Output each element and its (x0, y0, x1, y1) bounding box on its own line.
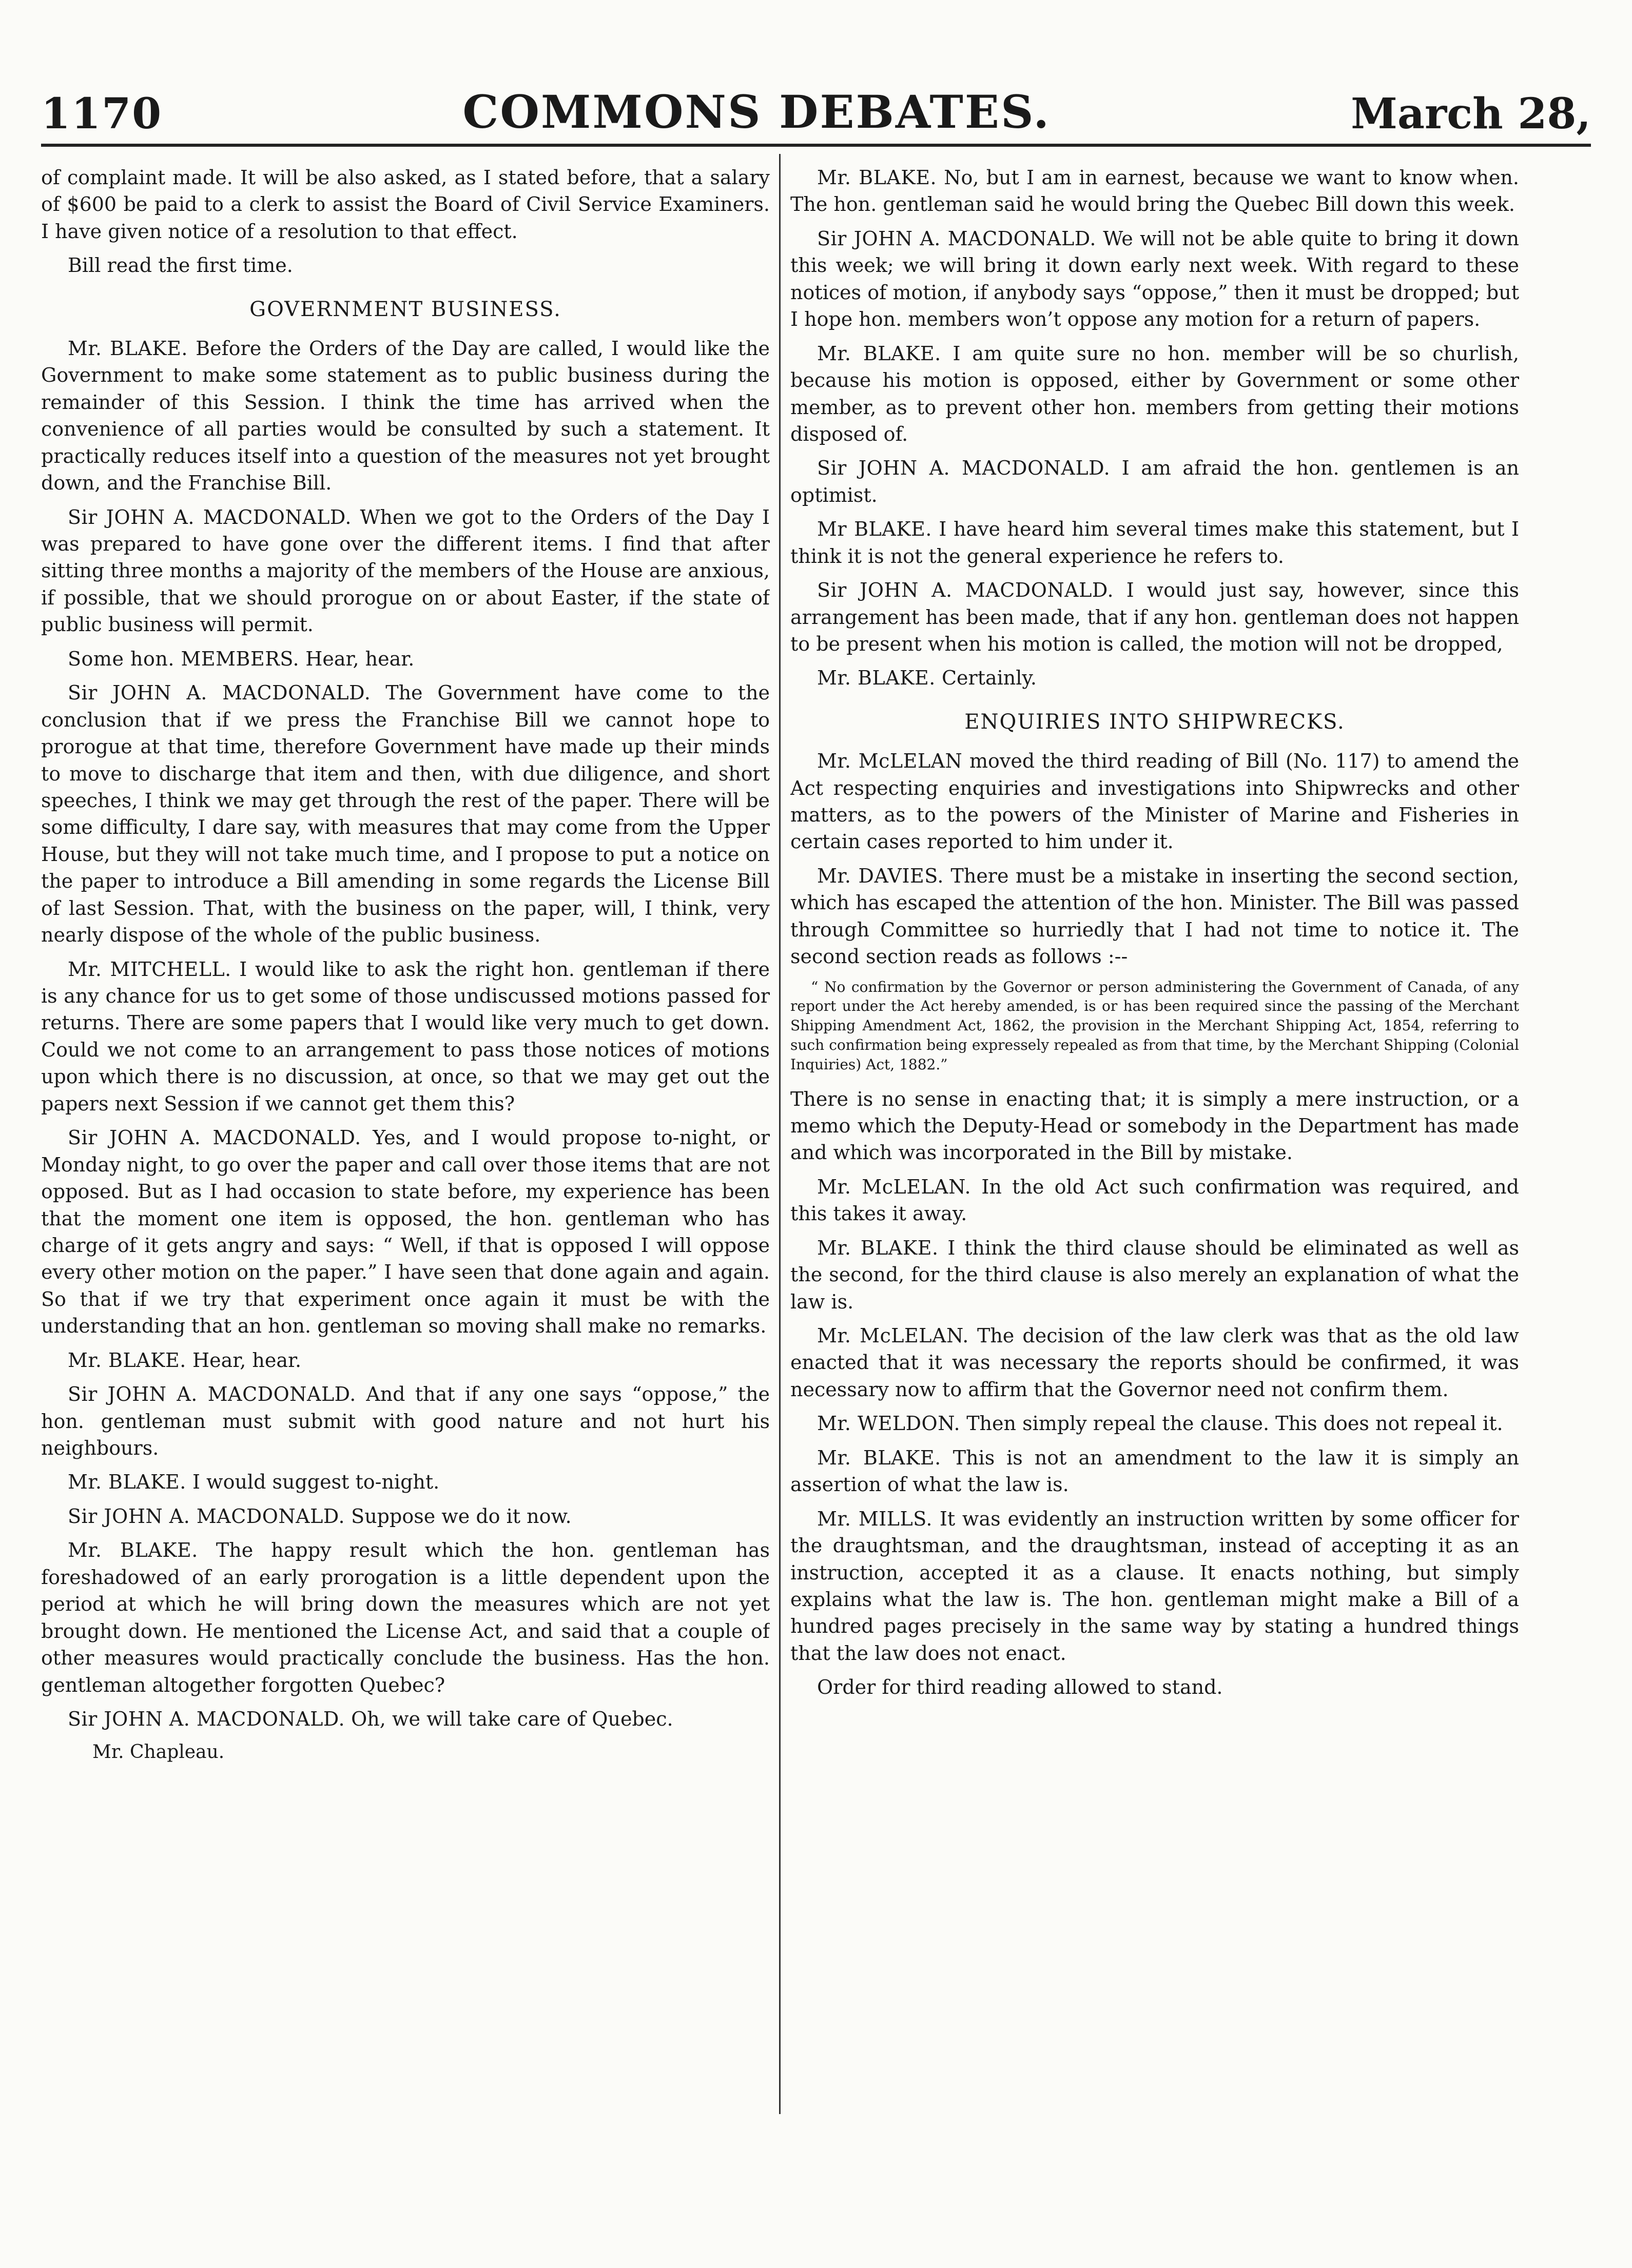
speaker-name: Mr. McLELAN. (817, 1324, 969, 1347)
speech-text: The decision of the law clerk was that as the old law enacted that it was necessary the reports should be confirmed, it was necessary now to affirm that the Governor need not confirm them. (790, 1324, 1519, 1401)
speech-text: Hear, hear. (305, 647, 415, 670)
speech-text: Yes, and I would propose to-night, or Monday night, to go over the paper and call over those items that are not opposed. But as I had occasion to state before, my experience has been that the moment one item is opposed, the hon. gentleman who has charge of it gets angry and says: “ Well, if that is opposed I will oppose every other motion on the paper.” I have seen that done again and again. So that if we try that experiment once again it must be with the understanding that an hon. gentleman so moving shall make no remarks. (41, 1126, 770, 1338)
speaker-name: Mr. BLAKE. (817, 166, 937, 189)
speech-text: The happy result which the hon. gentleman has foreshadowed of an early prorogation is a little dependent upon the period at which he will bring down the measures which are not yet brought down. He mentioned the License Act, and said that a couple of other measures would practically conclude the business. Has the hon. gentleman altogether forgotten Quebec? (41, 1539, 770, 1696)
speech-text: I am afraid the hon. gentlemen is an optimist. (790, 457, 1519, 506)
speaker-name: Mr. BLAKE. (817, 1236, 939, 1259)
speech (790, 664, 1519, 691)
column-divider (779, 154, 781, 2114)
speech (790, 577, 1519, 657)
speaker-name: Mr. MITCHELL. (68, 957, 231, 981)
speech-text: I would like to ask the right hon. gentleman if there is any chance for us to get some of those undiscussed motions passed for returns. There are some papers that I would like very much to get down. Could we not come to an arrangement to pass those notices of motions upon which there is no discussion, at once, so that we may get out the papers next Session if we cannot get them this? (41, 957, 770, 1115)
speech (790, 340, 1519, 448)
speech (790, 455, 1519, 509)
speaker-name: Mr. MILLS. (817, 1507, 932, 1530)
speech-text: I think the third clause should be eliminated as well as the second, for the third clause is also merely an explanation of what the law is. (790, 1236, 1519, 1313)
speaker-name: Sir JOHN A. MACDONALD. (68, 505, 352, 529)
speaker-name: Mr. McLELAN (817, 750, 963, 773)
speaker-name: Sir JOHN A. MACDONALD. (68, 1383, 356, 1406)
section-heading: ENQUIRIES INTO SHIPWRECKS. (964, 710, 1345, 734)
speech (790, 863, 1519, 970)
publication-title: COMMONS DEBATES. (462, 85, 1051, 139)
speech-text: In the old Act such confirmation was required, and this takes it away. (790, 1175, 1519, 1225)
speech (790, 1506, 1519, 1667)
speech-text: Suppose we do it now. (351, 1504, 572, 1528)
speech (790, 516, 1519, 570)
speaker-name: Mr BLAKE. (817, 518, 932, 541)
footer-signature: Mr. Chapleau. (92, 1742, 225, 1763)
quoted-section: “ No confirmation by the Governor or person administering the Government of Canada, of any report under the Act hereby amended, is or has been required since the passing of the Merchant Shipping Amendment Act, 1862, the provision in the Merchant Shipping Act, 1854, referring to such confirmation being expressely repealed as from that time, by the Merchant Shipping (Colonial Inquiries) Act, 1882.” (790, 978, 1519, 1073)
speech-text: I would just say, however, since this arrangement has been made, that if any hon. gentleman does not happen to be present when his motion is called, the motion will not be dropped, (790, 579, 1519, 655)
header-date: March 28, (1351, 89, 1591, 139)
speaker-name: Some hon. MEMBERS. (68, 647, 300, 670)
speaker-name: Mr. BLAKE. (817, 667, 936, 690)
speech (41, 1537, 770, 1698)
speech (41, 1503, 770, 1530)
speaker-name: Sir JOHN A. MACDONALD. (817, 457, 1111, 480)
speech (41, 1469, 770, 1495)
speech (41, 1381, 770, 1461)
speech-text: There must be a mistake in inserting the second section, which has escaped the attention of the hon. Minister. The Bill was passed through Committee so hurriedly that I had not time to notice it. The second section reads as follows :-- (790, 864, 1519, 968)
speech (41, 335, 770, 497)
speech-text: When we got to the Orders of the Day I was prepared to have gone over the different items. I find that after sitting three months a majority of the members of the House are anxious, if possible, that we should prorogue on or about Easter, if the state of public business will permit. (41, 505, 770, 636)
speaker-name: Mr. BLAKE. (817, 1446, 941, 1469)
speaker-name: Mr. BLAKE. (68, 337, 188, 360)
speaker-name: Mr. BLAKE. (817, 342, 941, 365)
speaker-name: Mr. McLELAN. (817, 1175, 972, 1198)
speaker-name: Mr. DAVIES. (817, 864, 944, 887)
paragraph: Order for third reading allowed to stand. (817, 1676, 1223, 1699)
speech-text: The Government have come to the conclusion that if we press the Franchise Bill we cannot hope to prorogue at that time, therefore Government have made up their minds to move to discharge that item and then, with due diligence, and short speeches, I think we may get through the rest of the paper. There will be some difficulty, I dare say, with measures that may come from the Upper House, but they will not take much time, and I propose to put a notice on the paper to introduce a Bill amending in some regards the License Bill of last Session. That, with the business on the paper, will, I think, very nearly dispose of the whole of the public business. (41, 681, 770, 947)
speech-text: Then simply repeal the clause. This does not repeal it. (966, 1412, 1503, 1435)
paragraph: There is no sense in enacting that; it is simply a mere instruction, or a memo which the Deputy-Head or somebody in the Department has made and which was incorporated in the Bill by mistake. (790, 1087, 1519, 1164)
speaker-name: Mr. BLAKE. (68, 1348, 186, 1372)
speech (41, 646, 770, 672)
speech-text: We will not be able quite to bring it down this week; we will bring it down early next week. With regard to these notices of motion, if anybody says “oppose,” then it must be dropped; but I hope hon. members won’t oppose any motion for a return of papers. (790, 227, 1519, 331)
speech-text: It was evidently an instruction written by some officer for the draughtsman, and the draughtsman, instead of accepting it as an instruction, accepted it as a clause. It enacts nothing, but simply explains what the law is. The hon. gentleman might make a Bill of a hundred pages precisely in the same way by stating a hundred things that the law does not enact. (790, 1507, 1519, 1665)
speech-text: Hear, hear. (192, 1348, 302, 1372)
speech-text: No, but I am in earnest, because we want to know when. The hon. gentleman said he would bring the Quebec Bill down this week. (790, 166, 1519, 216)
speech (790, 164, 1519, 218)
speech (790, 1174, 1519, 1227)
speech-text: And that if any one says “oppose,” the hon. gentleman must submit with good nature and not hurt his neighbours. (41, 1383, 770, 1459)
speech (41, 504, 770, 638)
right-column (790, 164, 1519, 2196)
speech (41, 1347, 770, 1374)
speech (41, 1124, 770, 1340)
speech (790, 1410, 1519, 1437)
speaker-name: Sir JOHN A. MACDONALD. (68, 1504, 345, 1528)
speech-text: I am quite sure no hon. member will be so churlish, because his motion is opposed, either by Government or some other member, as to prevent other hon. members from getting their motions disposed of. (790, 342, 1519, 445)
speech-text: I have heard him several times make this statement, but I think it is not the general experience he refers to. (790, 518, 1519, 568)
speech (790, 1322, 1519, 1403)
speech (41, 679, 770, 948)
speech-text: I would suggest to-night. (192, 1471, 440, 1494)
speaker-name: Mr. BLAKE. (68, 1471, 186, 1494)
page-header (41, 77, 1591, 139)
header-rule (41, 144, 1591, 147)
speech-text: moved the third reading of Bill (No. 117) to amend the Act respecting enquiries and investigations into Shipwrecks and other matters, as to the powers of the Minister of Marine and Fisheries in certain cases reported to him under it. (790, 750, 1519, 853)
paragraph: Bill read the first time. (68, 254, 293, 277)
speaker-name: Mr. BLAKE. (68, 1539, 198, 1562)
speech-text: Before the Orders of the Day are called, I would like the Government to make some statement as to public business during the remainder of this Session. I think the time has arrived when the convenience of all parties would be consulted by such a statement. It practically reduces itself into a question of the measures not yet brought down, and the Franchise Bill. (41, 337, 770, 495)
speaker-name: Sir JOHN A. MACDONALD. (68, 681, 371, 705)
paragraph: of complaint made. It will be also asked, as I stated before, that a salary of $600 be paid to a clerk to assist the Board of Civil Service Examiners. I have given notice of a resolution to that effect. (41, 166, 770, 243)
speaker-name: Sir JOHN A. MACDONALD. (817, 227, 1096, 250)
speaker-name: Sir JOHN A. MACDONALD. (817, 579, 1114, 602)
speech-text: Certainly. (941, 667, 1037, 690)
speaker-name: Sir JOHN A. MACDONALD. (68, 1707, 345, 1730)
page-number: 1170 (41, 89, 163, 139)
speaker-name: Sir JOHN A. MACDONALD. (68, 1126, 361, 1149)
speech (41, 1706, 770, 1732)
left-column (41, 164, 770, 2196)
speech (790, 1235, 1519, 1315)
speaker-name: Mr. WELDON. (817, 1412, 961, 1435)
speech-text: This is not an amendment to the law it is simply an assertion of what the law is. (790, 1446, 1519, 1496)
speech-text: Oh, we will take care of Quebec. (351, 1707, 673, 1730)
speech (790, 1444, 1519, 1498)
speech (41, 956, 770, 1118)
speech (790, 225, 1519, 333)
section-heading: GOVERNMENT BUSINESS. (249, 297, 561, 321)
speech (790, 748, 1519, 855)
